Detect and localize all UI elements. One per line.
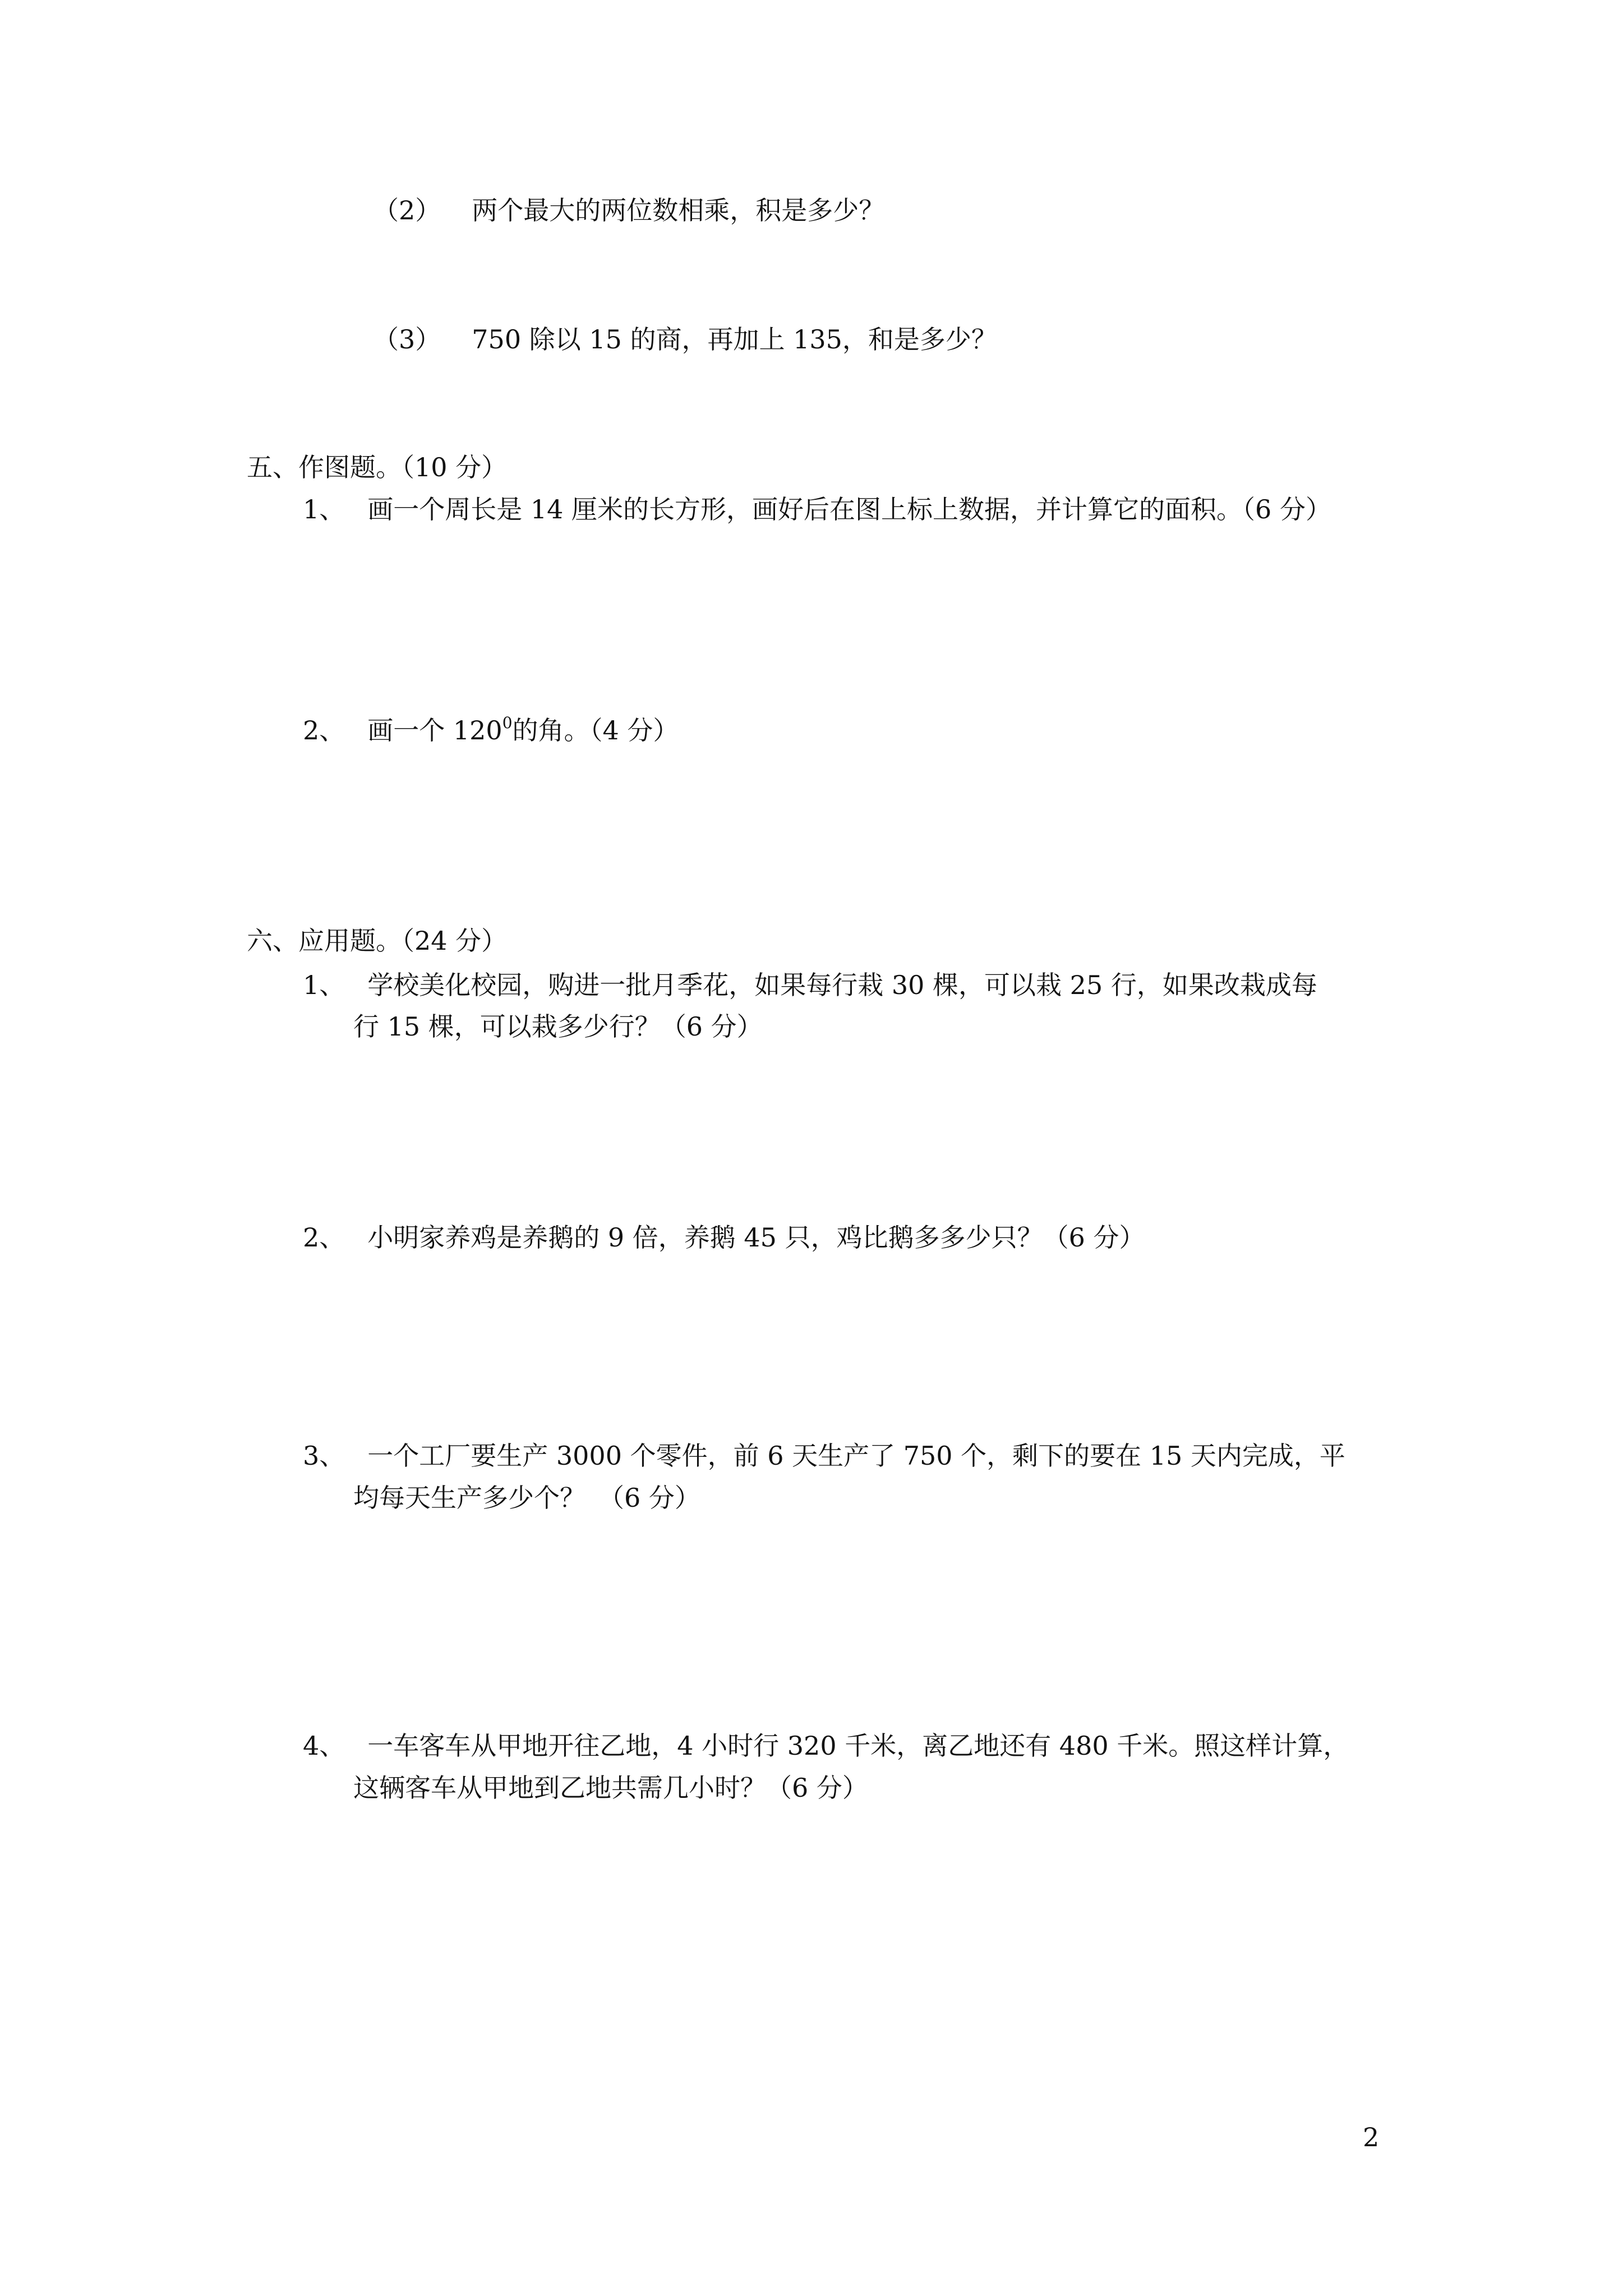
question-label: 2、 (303, 1222, 345, 1253)
question-label: 4、 (303, 1731, 345, 1761)
sub-question-label: （2） (373, 195, 441, 226)
question-text-line-1: 学校美化校园，购进一批月季花，如果每行栽 30 棵，可以栽 25 行，如果改栽成每 (367, 970, 1317, 1000)
section-6-question-1 (303, 968, 1317, 1002)
sub-question-text: 750 除以 15 的商，再加上 135，和是多少？ (472, 324, 997, 355)
section-6-question-4 (303, 1729, 1349, 1763)
question-text: 画一个周长是 14 厘米的长方形，画好后在图上标上数据，并计算它的面积。（6 分） (367, 494, 1331, 524)
section-5-title: 五、作图题。（10 分） (247, 452, 508, 482)
question-label: 2、 (303, 715, 345, 746)
sub-question-2 (373, 194, 884, 227)
question-label: 3、 (303, 1441, 345, 1471)
section-6-question-1-continuation: 行 15 棵，可以栽多少行？（6 分） (353, 1011, 763, 1042)
sub-question-text: 两个最大的两位数相乘，积是多少？ (472, 195, 885, 226)
question-text-line-1: 小明家养鸡是养鹅的 9 倍，养鹅 45 只，鸡比鹅多多少只？（6 分） (367, 1222, 1145, 1253)
sub-question-3 (373, 323, 997, 356)
question-label: 1、 (303, 494, 345, 524)
section-6-question-4-continuation: 这辆客车从甲地到乙地共需几小时？（6 分） (353, 1773, 868, 1803)
section-6-question-3-continuation: 均每天生产多少个？ （6 分） (353, 1483, 700, 1513)
section-5-question-2 (303, 706, 679, 747)
question-text-end: 的角。（4 分） (512, 715, 679, 746)
question-text-line-1: 一车客车从甲地开往乙地，4 小时行 320 千米，离乙地还有 480 千米。照这样计算， (367, 1731, 1349, 1761)
section-6-title: 六、应用题。（24 分） (247, 926, 508, 956)
section-6-question-2 (303, 1221, 1145, 1254)
section-6-question-3 (303, 1439, 1345, 1473)
degree-superscript: 0 (502, 714, 513, 732)
question-label: 1、 (303, 970, 345, 1000)
section-5-question-1 (303, 493, 1331, 526)
sub-question-label: （3） (373, 324, 441, 355)
page-number: 2 (1363, 2122, 1380, 2152)
question-text-line-1: 一个工厂要生产 3000 个零件，前 6 天生产了 750 个，剩下的要在 15 天内完成，平 (367, 1441, 1345, 1471)
question-text: 画一个 120 (367, 715, 502, 746)
